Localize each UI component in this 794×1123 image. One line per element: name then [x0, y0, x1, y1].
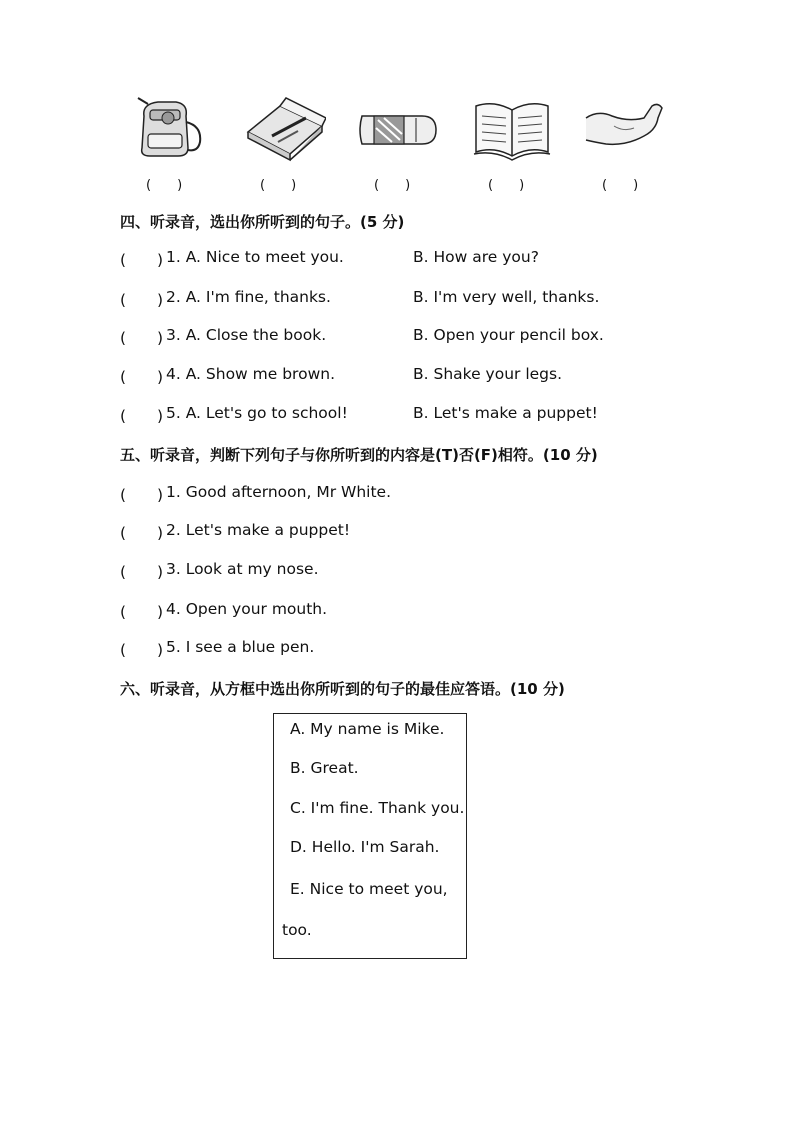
- option-a: 1. A. Nice to meet you.: [166, 248, 344, 266]
- answer-option-a: A. My name is Mike.: [290, 720, 445, 738]
- answer-paren[interactable]: ( ): [120, 486, 164, 504]
- answer-option-c: C. I'm fine. Thank you.: [290, 799, 465, 817]
- section-5-question-2: [120, 521, 351, 543]
- answer-option-b: B. Great.: [290, 759, 359, 777]
- option-b: B. I'm very well, thanks.: [413, 288, 600, 306]
- picture-item-schoolbag: [128, 96, 216, 193]
- section-5-title: 五、听录音，判断下列句子与你所听到的内容是(T)否(F)相符。(10 分): [120, 446, 598, 464]
- option-b: B. Open your pencil box.: [413, 326, 604, 344]
- answer-paren[interactable]: ( ): [120, 641, 164, 659]
- answer-paren[interactable]: ( ): [120, 563, 164, 581]
- option-b: B. Shake your legs.: [413, 365, 562, 383]
- answer-option-e-continued: too.: [282, 921, 312, 939]
- option-a: 2. A. I'm fine, thanks.: [166, 288, 331, 306]
- answer-paren[interactable]: ( ): [120, 524, 164, 542]
- eraser-icon: [356, 96, 440, 162]
- option-b: B. Let's make a puppet!: [413, 404, 598, 422]
- picture-item-eraser: [356, 96, 444, 193]
- option-b: B. How are you?: [413, 248, 539, 266]
- answer-option-d: D. Hello. I'm Sarah.: [290, 838, 440, 856]
- section-6-title: 六、听录音，从方框中选出你所听到的句子的最佳应答语。(10 分): [120, 680, 565, 698]
- section-4-title: 四、听录音，选出你所听到的句子。(5 分): [120, 213, 405, 231]
- option-a: 5. A. Let's go to school!: [166, 404, 348, 422]
- section-5-question-1: [120, 483, 391, 505]
- option-a: 4. A. Show me brown.: [166, 365, 335, 383]
- answer-paren[interactable]: ( ): [120, 603, 164, 621]
- schoolbag-icon: [128, 96, 212, 162]
- option-a: 3. A. Close the book.: [166, 326, 327, 344]
- section-5-question-3: [120, 560, 319, 582]
- pencil-box-icon: [242, 96, 326, 162]
- book-icon: [470, 96, 554, 162]
- section-4-question-3: [120, 326, 604, 348]
- picture-item-arm: [584, 96, 672, 193]
- answer-paren[interactable]: ( ): [120, 407, 164, 425]
- answer-paren[interactable]: ( ): [602, 178, 639, 193]
- section-4-question-1: [120, 248, 539, 270]
- statement-text: 3. Look at my nose.: [166, 560, 319, 578]
- answer-paren[interactable]: ( ): [488, 178, 525, 193]
- statement-text: 1. Good afternoon, Mr White.: [166, 483, 391, 501]
- section-4-question-4: [120, 365, 562, 387]
- statement-text: 5. I see a blue pen.: [166, 638, 315, 656]
- answer-option-e: E. Nice to meet you,: [290, 880, 448, 898]
- picture-row: [128, 96, 668, 196]
- section-5-question-4: [120, 600, 328, 622]
- arm-icon: [584, 96, 668, 162]
- answer-paren[interactable]: ( ): [146, 178, 183, 193]
- answer-options-box: [273, 713, 467, 959]
- answer-paren[interactable]: ( ): [374, 178, 411, 193]
- statement-text: 4. Open your mouth.: [166, 600, 328, 618]
- answer-paren[interactable]: ( ): [120, 329, 164, 347]
- picture-item-pencil-box: [242, 96, 330, 193]
- section-5-question-5: [120, 638, 315, 660]
- picture-item-book: [470, 96, 558, 193]
- section-4-question-5: [120, 404, 598, 426]
- answer-paren[interactable]: ( ): [120, 368, 164, 386]
- statement-text: 2. Let's make a puppet!: [166, 521, 351, 539]
- answer-paren[interactable]: ( ): [120, 251, 164, 269]
- section-4-question-2: [120, 288, 600, 310]
- answer-paren[interactable]: ( ): [120, 291, 164, 309]
- answer-paren[interactable]: ( ): [260, 178, 297, 193]
